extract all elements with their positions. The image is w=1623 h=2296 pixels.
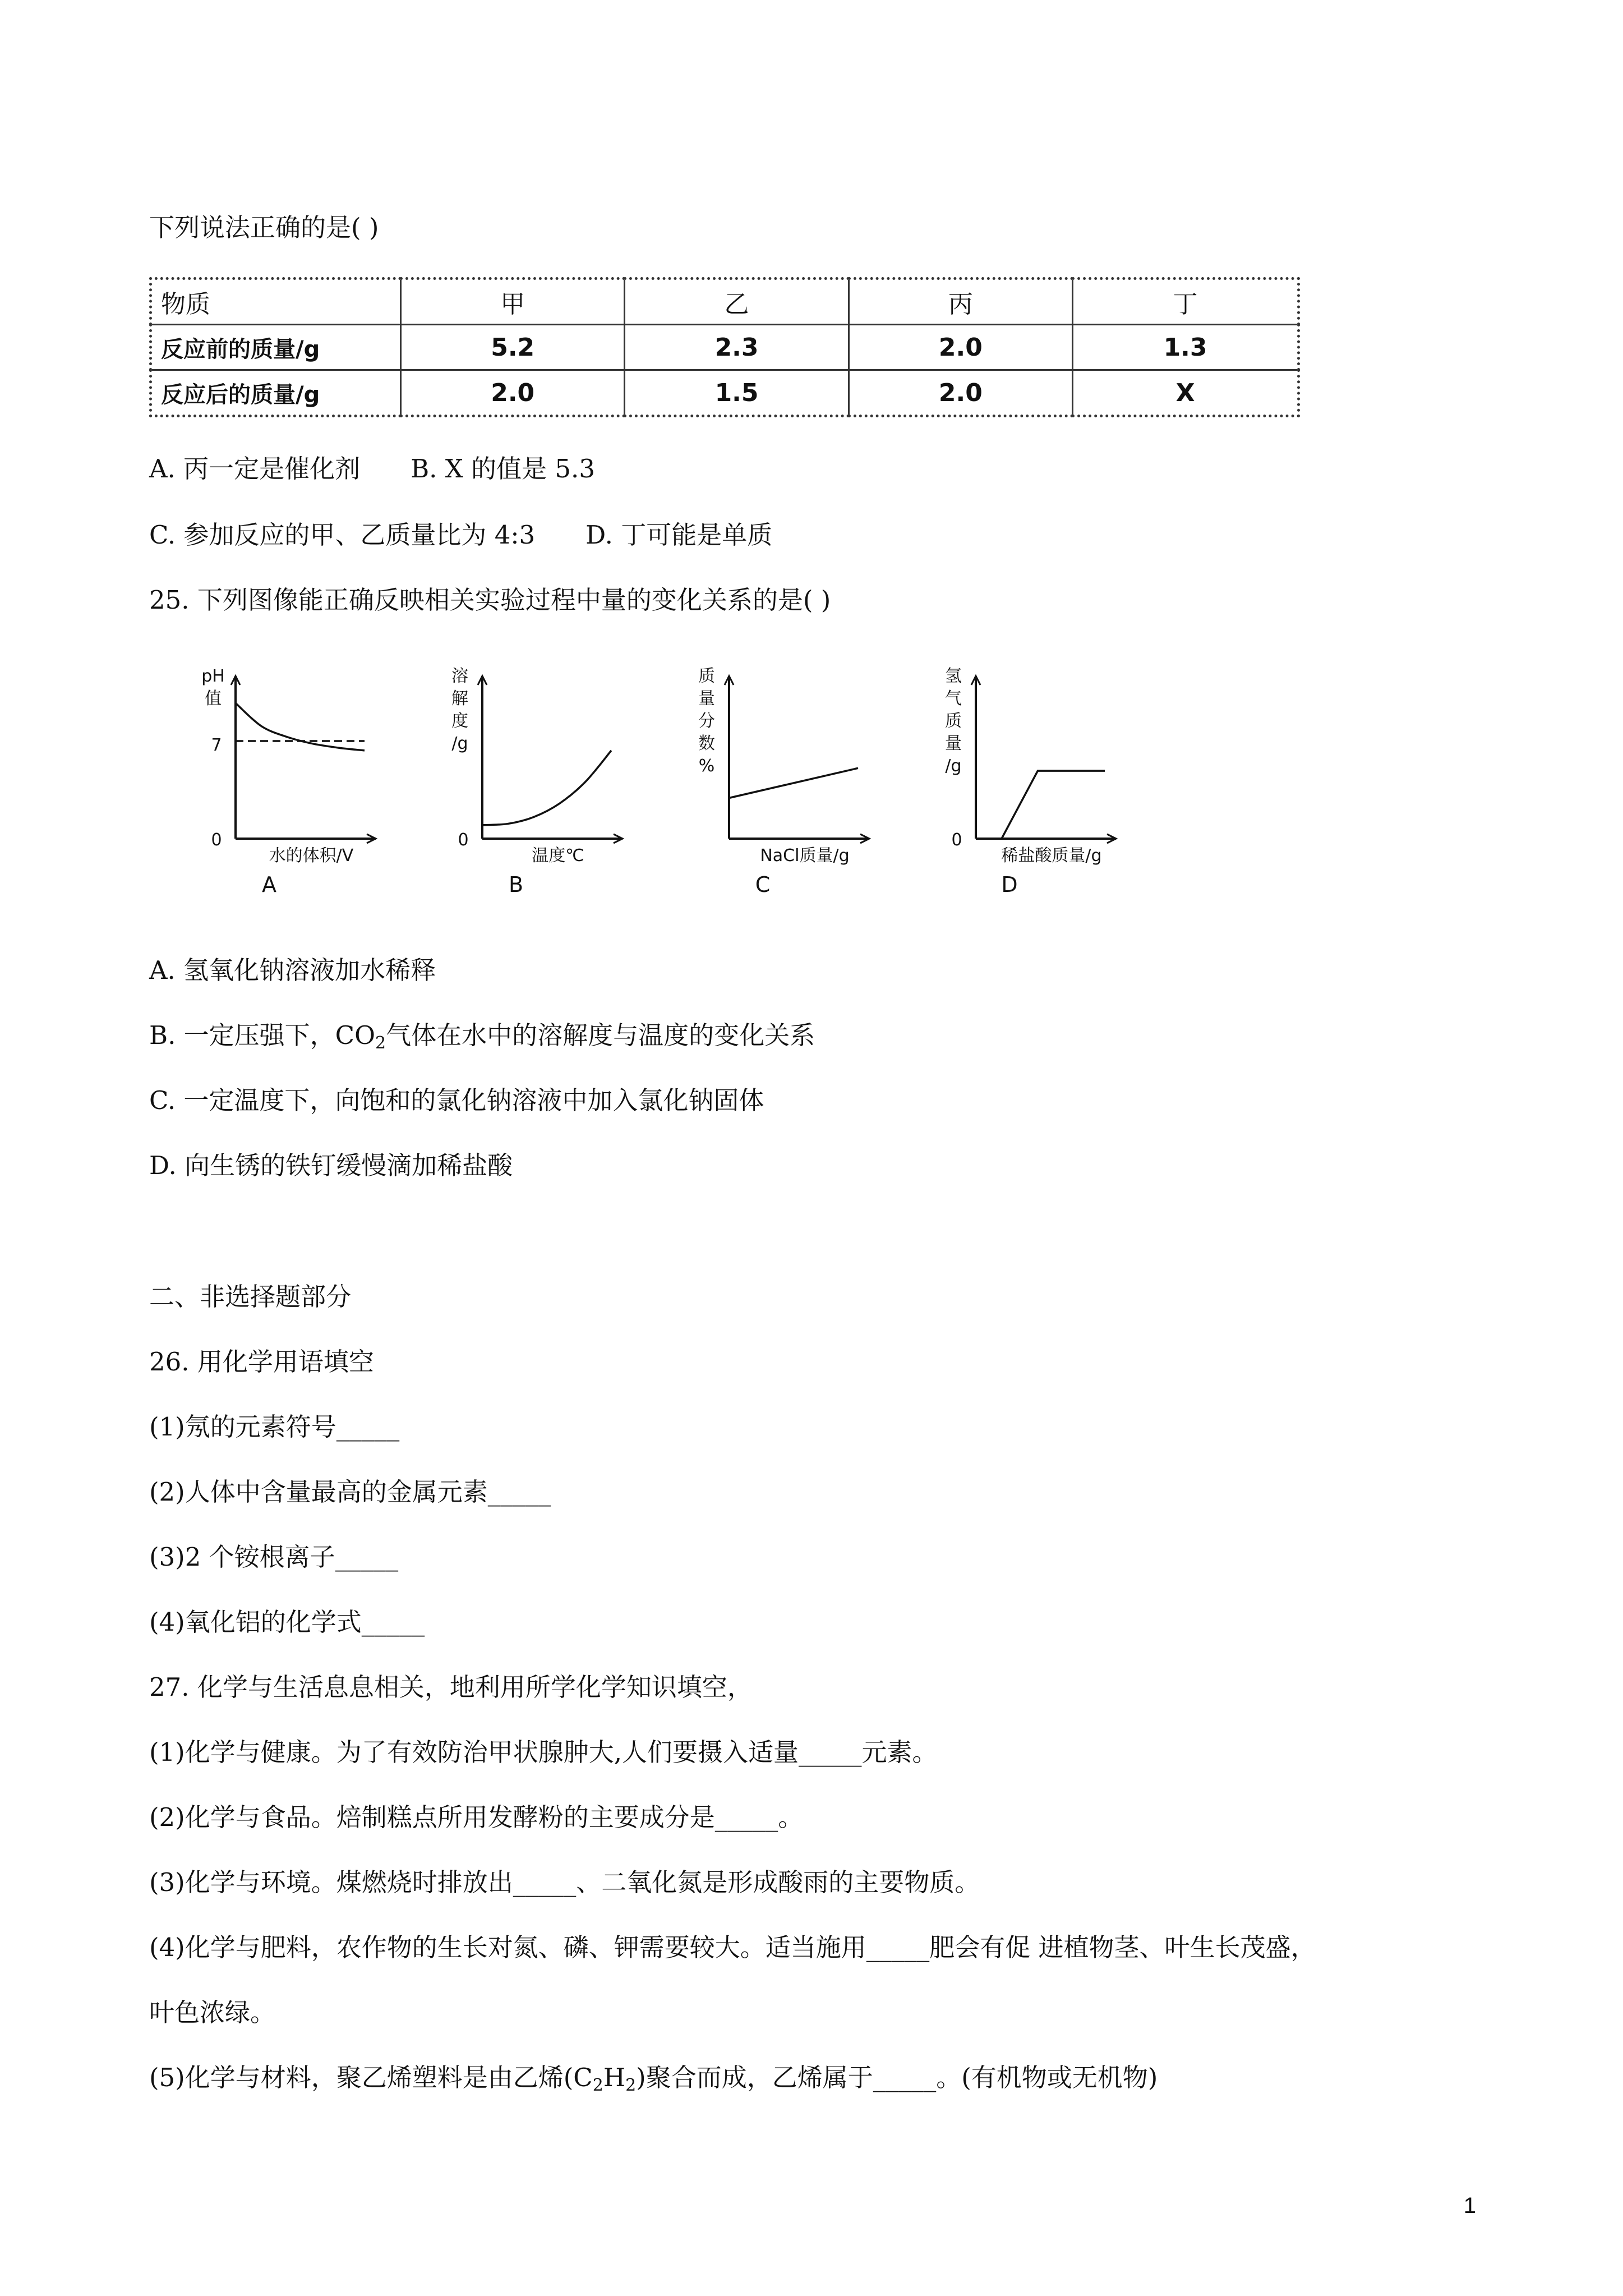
y-tick-label: 7 <box>211 735 222 755</box>
option-a: A. 丙一定是催化剂 <box>149 454 361 484</box>
q24-options-row2 <box>149 518 772 552</box>
q25-option-d: D. 向生锈的铁钉缓慢滴加稀盐酸 <box>149 1151 513 1180</box>
origin-label: 0 <box>951 830 962 850</box>
subscript: 2 <box>375 1033 386 1053</box>
origin-label: 0 <box>458 830 469 850</box>
section-heading: 二、非选择题部分 <box>149 1282 352 1312</box>
subscript: 2 <box>625 2076 637 2095</box>
mass-table <box>149 277 1300 417</box>
row-label: 反应前的质量/g <box>151 325 401 370</box>
table-cell: 2.0 <box>849 370 1072 416</box>
q26-item: (2)人体中含量最高的金属元素_____ <box>149 1477 551 1507</box>
page-number: 1 <box>1463 2193 1476 2218</box>
q26-item: (4)氧化铝的化学式_____ <box>149 1607 425 1637</box>
table-cell: 5.2 <box>401 325 625 370</box>
option-b: B. X 的值是 5.3 <box>411 454 595 484</box>
y-axis-label: 解 <box>451 689 468 708</box>
q26-stem: 26. 用化学用语填空 <box>149 1347 374 1377</box>
chart-panel-label: B <box>508 872 524 897</box>
q27-item: (2)化学与食品。焙制糕点所用发酵粉的主要成分是_____。 <box>149 1802 804 1832</box>
table-header-cell: 物质 <box>151 279 401 325</box>
table-cell: 2.0 <box>849 325 1072 370</box>
q25-option-c: C. 一定温度下，向饱和的氯化钠溶液中加入氯化钠固体 <box>149 1085 764 1115</box>
y-axis-label: pH <box>201 666 225 686</box>
table-row <box>151 370 1299 416</box>
x-axis-label: 水的体积/V <box>269 846 354 866</box>
y-axis-label: % <box>698 756 715 776</box>
y-axis-label: 氢 <box>945 666 962 686</box>
q24-options-row1 <box>149 452 595 486</box>
series-line <box>976 771 1105 839</box>
x-axis-label: 稀盐酸质量/g <box>1001 846 1102 866</box>
subscript: 2 <box>592 2076 603 2095</box>
row-label: 反应后的质量/g <box>151 370 401 416</box>
series-line <box>236 703 365 751</box>
table-cell: X <box>1073 370 1299 416</box>
table-header-cell: 丙 <box>849 279 1072 325</box>
x-axis-label: NaCl质量/g <box>760 846 850 866</box>
item-text: H <box>603 2063 626 2092</box>
q25-option-a: A. 氢氧化钠溶液加水稀释 <box>149 955 436 985</box>
y-axis-label: 气 <box>945 689 962 708</box>
y-axis-label: 值 <box>205 689 222 708</box>
y-axis-label: 度 <box>451 711 468 731</box>
q27-stem: 27. 化学与生活息息相关，地利用所学化学知识填空， <box>149 1672 753 1702</box>
option-d: D. 丁可能是单质 <box>585 520 773 550</box>
q27-item: (1)化学与健康。为了有效防治甲状腺肿大,人们要摄入适量_____元素。 <box>149 1737 938 1767</box>
y-axis-label: 质 <box>698 666 715 686</box>
option-b-text: B. 一定压强下，CO <box>149 1020 376 1050</box>
y-axis-label: 质 <box>945 711 962 731</box>
table-cell: 2.3 <box>625 325 849 370</box>
table-cell: 1.5 <box>625 370 849 416</box>
item-text: (5)化学与材料，聚乙烯塑料是由乙烯(C <box>149 2063 593 2092</box>
q26-item: (1)氖的元素符号_____ <box>149 1412 400 1442</box>
x-axis-label: 温度℃ <box>532 846 584 866</box>
option-c: C. 参加反应的甲、乙质量比为 4:3 <box>149 520 536 550</box>
q27-item-cont: 叶色浓绿。 <box>149 1998 276 2027</box>
chart-panel-label: D <box>1001 872 1018 897</box>
q27-item <box>149 2061 1158 2102</box>
y-axis-label: 数 <box>698 734 715 753</box>
chart-panel-label: C <box>755 872 771 897</box>
option-b-text: 气体在水中的溶解度与温度的变化关系 <box>386 1020 815 1050</box>
q27-item: (3)化学与环境。煤燃烧时排放出_____、二氧化氮是形成酸雨的主要物质。 <box>149 1867 980 1897</box>
y-axis-label: 溶 <box>451 666 468 686</box>
y-axis-label: /g <box>945 756 962 776</box>
item-text: )聚合而成，乙烯属于_____。(有机物或无机物) <box>636 2063 1158 2092</box>
table-header-cell: 丁 <box>1073 279 1299 325</box>
q25-charts <box>168 645 1133 914</box>
table-header-cell: 乙 <box>625 279 849 325</box>
table-row <box>151 325 1299 370</box>
q25-charts-svg <box>168 645 1133 914</box>
series-line <box>482 751 611 825</box>
origin-label: 0 <box>211 830 222 850</box>
table-header-cell: 甲 <box>401 279 625 325</box>
table-cell: 2.0 <box>401 370 625 416</box>
y-axis-label: 量 <box>698 689 715 708</box>
q26-item: (3)2 个铵根离子_____ <box>149 1542 399 1572</box>
series-line <box>729 768 858 798</box>
q27-item: (4)化学与肥料，农作物的生长对氮、磷、钾需要较大。适当施用_____肥会有促 进植物茎、叶生长茂盛， <box>149 1932 1316 1962</box>
y-axis-label: /g <box>451 734 468 753</box>
chart-panel-label: A <box>262 872 276 897</box>
question-intro: 下列说法正确的是( ) <box>149 213 379 242</box>
table-cell: 1.3 <box>1073 325 1299 370</box>
y-axis-label: 分 <box>698 711 715 731</box>
y-axis-label: 量 <box>945 734 962 753</box>
q25-option-b <box>149 1019 815 1060</box>
q25-stem: 25. 下列图像能正确反映相关实验过程中量的变化关系的是( ) <box>149 585 831 615</box>
table-header-row <box>151 279 1299 325</box>
